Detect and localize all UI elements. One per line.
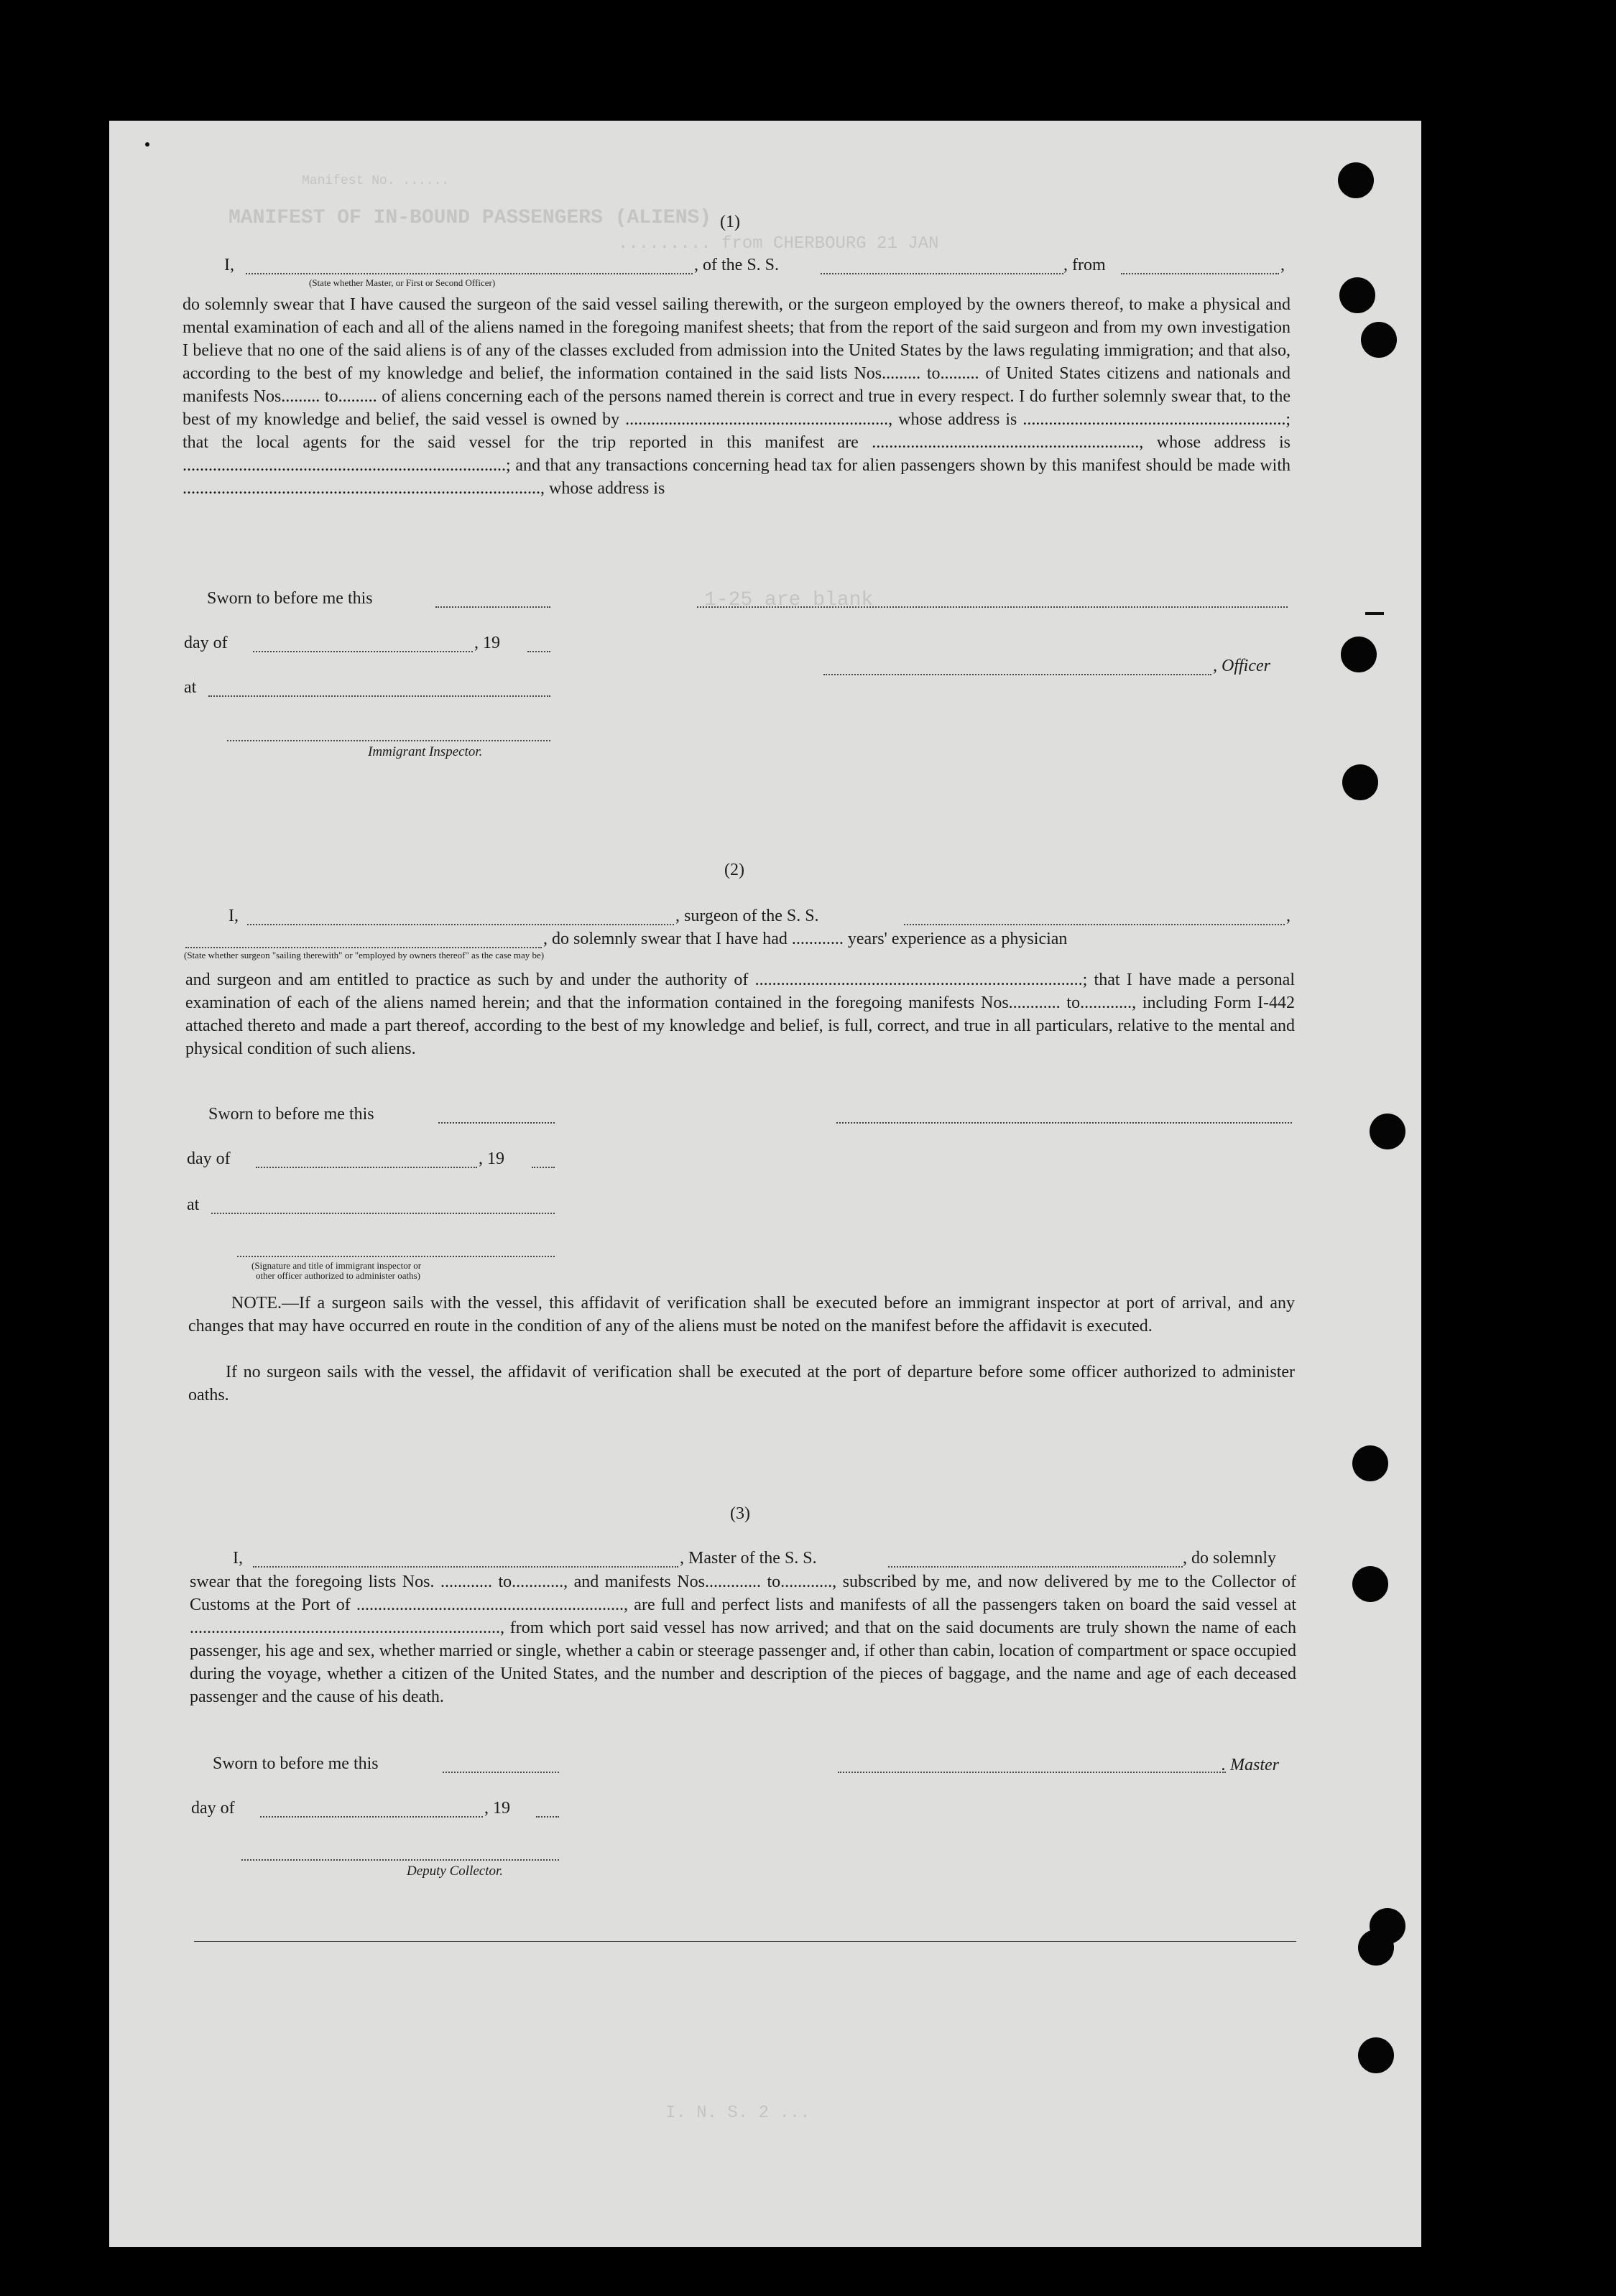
collector-blank (241, 1859, 559, 1861)
punch-hole (1341, 637, 1377, 672)
vessel-blank (821, 273, 1063, 274)
section-number: (3) (730, 1504, 750, 1523)
year-label: , 19 (484, 1799, 510, 1818)
ghost-header: MANIFEST OF IN-BOUND PASSENGERS (ALIENS) (228, 207, 712, 229)
inspector-blank (237, 1256, 555, 1257)
note-paragraph: NOTE.—If a surgeon sails with the vessel, this affidavit of verification shall be executed before an immigrant inspector at port of arrival, and any changes that may have occurred en route in the condition of any of the aliens must be noted on the manifest before the affidavit is executed. (188, 1294, 1295, 1336)
punch-hole (1342, 764, 1378, 800)
surgeon-signature-blank (836, 1122, 1292, 1124)
punch-hole (1352, 1445, 1388, 1481)
year-blank (527, 651, 550, 652)
punch-hole (1370, 1114, 1405, 1149)
ghost-stamp: 1-25 are blank (704, 589, 874, 611)
punch-hole (1352, 1566, 1388, 1602)
port-blank (1121, 273, 1279, 274)
at-blank (208, 695, 550, 697)
punch-hole (1338, 162, 1374, 198)
oath-line: I, (228, 907, 239, 925)
officer-label: , Officer (1213, 657, 1270, 675)
ghost-footer: I. N. S. 2 ... (665, 2103, 811, 2123)
ghost-header: Manifest No. ...... (302, 174, 450, 188)
oath-line: , do solemnly swear that I have had ............ years' experience as a physician (543, 930, 1068, 948)
name-blank (247, 924, 674, 925)
officer-note: (State whether Master, or First or Second Officer) (309, 277, 496, 288)
oath-line: , (1280, 256, 1285, 274)
at-blank (211, 1213, 555, 1214)
oath-line: , do solemnly (1183, 1549, 1276, 1568)
punch-hole (1358, 2037, 1394, 2073)
vessel-blank (888, 1566, 1183, 1568)
officer-blank (823, 674, 1211, 675)
year-label: , 19 (474, 634, 500, 652)
oath-line: , of the S. S. (694, 256, 780, 274)
year-blank (536, 1816, 559, 1818)
master-label: . Master (1222, 1756, 1279, 1774)
scan-mark (1365, 612, 1384, 615)
surgeon-note: (State whether surgeon "sailing therewith" or "employed by owners thereof" as the case may be) (184, 950, 545, 960)
oath-line: I, (233, 1549, 243, 1568)
sworn-blank (435, 606, 550, 608)
day-of-label: day of (191, 1799, 235, 1818)
inspector-label: Immigrant Inspector. (368, 744, 483, 759)
name-blank (246, 273, 693, 274)
surgeon-blank (185, 947, 542, 948)
oath-body: swear that the foregoing lists Nos. ............ to............, and manifests Nos............. to............, subscribed by me, and now delivered by me to the Collector of Customs at the Port of .............................................................., are full and perfect lists and manifests of all the passengers taken on board the said vessel at ........................................................................, from which port said vessel has now arrived; and that on the said documents are truly shown the name of each passenger, his age and sex, whether married or single, whether a cabin or steerage passenger and, if other than cabin, location of compartment or space occupied during the voyage, whether a citizen of the United States, and the number and description of the pieces of baggage, and the name and age of each deceased passenger and the cause of his death. (190, 1573, 1296, 1706)
section-number: (2) (724, 861, 744, 879)
day-of-label: day of (184, 634, 228, 652)
year-blank (532, 1167, 555, 1168)
collector-label: Deputy Collector. (407, 1864, 504, 1879)
signature-note: (Signature and title of immigrant inspector or (251, 1260, 422, 1271)
day-of-label: day of (187, 1149, 231, 1168)
sworn-blank (438, 1122, 555, 1124)
at-label: at (187, 1195, 200, 1214)
punch-hole (1358, 1930, 1394, 1966)
oath-body: do solemnly swear that I have caused the surgeon of the said vessel sailing therewith, or the surgeon employed by the owners thereof, to make a physical and mental examination of each and all of the aliens named in the foregoing manifest sheets; that from the report of the said surgeon and from my own investigation I believe that no one of the said aliens is of any of the classes excluded from admission into the United States by the laws regulating immigration; and that also, according to the best of my knowledge and belief, the information contained in the said lists Nos......... to......... of United States citizens and nationals and manifests Nos......... to......... of aliens concerning each of the persons named therein is correct and true in every respect. I do further solemnly swear that, to the best of my knowledge and belief, the said vessel is owned by ............................................................., whose address is .............................................................; that the local agents for the said vessel for the trip reported in this manifest are .............................................................., whose address is ...........................................................................; and that any transactions concerning head tax for alien passengers shown by this manifest should be made with ..................................................................................., whose address is (183, 295, 1291, 498)
year-label: , 19 (479, 1149, 504, 1168)
note-paragraph: If no surgeon sails with the vessel, the affidavit of verification shall be executed at the port of departure before some officer authorized to administer oaths. (188, 1363, 1295, 1404)
sworn-blank (443, 1772, 559, 1773)
signature-note: other officer authorized to administer oaths) (256, 1270, 420, 1281)
oath-line: I, (224, 256, 234, 274)
vessel-blank (904, 924, 1285, 925)
oath-line: , from (1063, 256, 1106, 274)
oath-line: , surgeon of the S. S. (675, 907, 819, 925)
master-blank (838, 1772, 1226, 1773)
scan-mark (145, 142, 149, 147)
oath-line: , (1286, 907, 1291, 925)
sworn-label: Sworn to before me this (207, 589, 373, 608)
oath-line: , Master of the S. S. (680, 1549, 817, 1568)
oath-body: and surgeon and am entitled to practice as such by and under the authority of ............................................................................; that I have made a personal examination of each of the aliens named herein; and that the information contained in the foregoing manifests Nos............ to............, including Form I-442 attached thereto and made a part thereof, according to the best of my knowledge and belief, is full, correct, and true in all particulars, relative to the mental and physical condition of such aliens. (185, 971, 1295, 1058)
name-blank (253, 1566, 678, 1568)
stamp-blank (697, 606, 1288, 608)
day-blank (256, 1167, 477, 1168)
section-number: (1) (720, 213, 740, 231)
bottom-rule (194, 1941, 1296, 1942)
punch-hole (1361, 322, 1397, 358)
sworn-label: Sworn to before me this (213, 1754, 379, 1773)
sworn-label: Sworn to before me this (208, 1105, 374, 1124)
day-blank (253, 651, 473, 652)
ghost-header: ......... from CHERBOURG 21 JAN (618, 234, 939, 254)
inspector-blank (227, 740, 550, 741)
punch-hole (1339, 277, 1375, 313)
note-label: NOTE. (231, 1294, 282, 1313)
at-label: at (184, 678, 197, 697)
day-blank (260, 1816, 483, 1818)
